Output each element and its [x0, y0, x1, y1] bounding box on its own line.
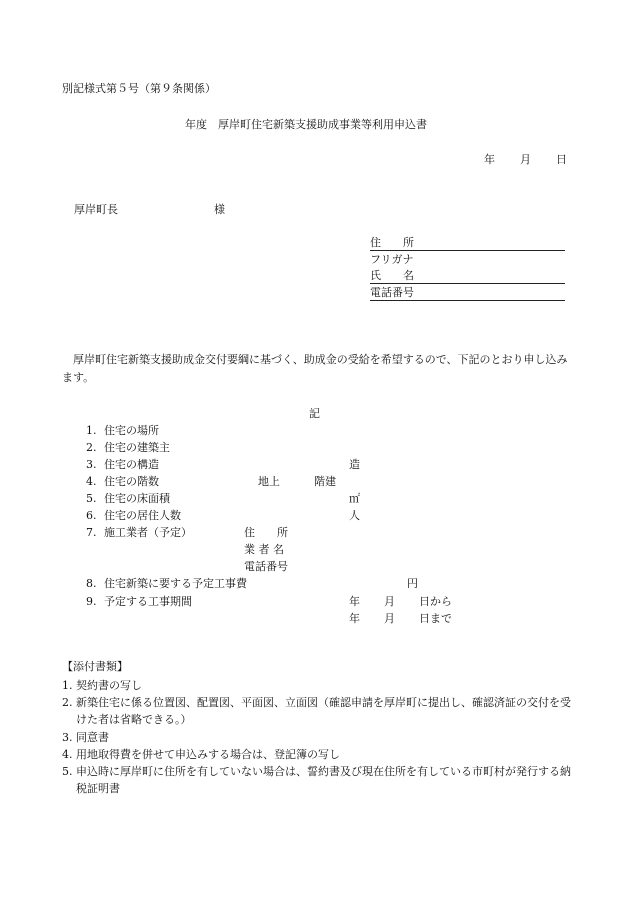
date-year: 年 [484, 153, 495, 166]
applicant-name-label: 氏 名 [370, 269, 414, 282]
item-label: 住宅の階数 [104, 475, 159, 488]
period-from-month: 月 [384, 595, 395, 608]
applicant-address-field[interactable] [370, 235, 565, 251]
period-from-year: 年 [349, 595, 360, 608]
item-number: 1. [86, 424, 97, 437]
item-number: 2. [86, 441, 97, 454]
item-unit: 円 [407, 577, 418, 590]
attachment-number: 2. [62, 696, 73, 709]
period-to-month: 月 [384, 612, 395, 625]
item-number: 9. [86, 595, 97, 608]
item-number: 3. [86, 458, 97, 471]
form-label: 別記様式第５号（第９条関係） [62, 82, 216, 95]
ki-heading: 記 [309, 407, 320, 420]
contractor-address-label: 住 所 [244, 526, 288, 539]
attachment-item [62, 694, 572, 728]
applicant-address-label: 住 所 [370, 236, 414, 249]
attachment-number: 4. [62, 748, 73, 761]
item-number: 4. [86, 475, 97, 488]
applicant-furigana-field[interactable] [370, 252, 565, 267]
addressee-name: 厚岸町長 [74, 203, 118, 216]
applicant-phone-field[interactable] [370, 285, 565, 301]
item-unit: 造 [349, 458, 360, 471]
attachment-item [62, 763, 572, 797]
item-number: 6. [86, 509, 97, 522]
item-label: 住宅の構造 [104, 458, 159, 471]
item-label: 住宅の場所 [104, 424, 159, 437]
attachment-item [62, 729, 572, 746]
item-number: 7. [86, 526, 97, 539]
item-unit: 階建 [314, 475, 336, 488]
applicant-name-field[interactable] [370, 268, 565, 284]
applicant-furigana-label: フリガナ [370, 253, 414, 266]
item-label: 住宅新築に要する予定工事費 [104, 577, 247, 590]
attachment-text: 新築住宅に係る位置図、配置図、平面図、立面図（確認申請を厚岸町に提出し、確認済証の交付を受けた者は省略できる。） [76, 696, 571, 726]
attachment-number: 5. [62, 765, 73, 778]
attachment-text: 用地取得費を併せて申込みする場合は、登記簿の写し [76, 748, 340, 761]
item-label: 施工業者（予定） [104, 526, 192, 539]
attachment-number: 3. [62, 731, 73, 744]
date-day: 日 [556, 153, 567, 166]
attachment-number: 1. [62, 679, 73, 692]
addressee-honorific: 様 [214, 203, 225, 216]
item-mid-label: 地上 [258, 475, 280, 488]
item-label: 住宅の建築主 [104, 441, 170, 454]
date-month: 月 [520, 153, 531, 166]
period-to-day: 日まで [419, 612, 452, 625]
attachment-text: 申込時に厚岸町に住所を有していない場合は、誓約書及び現在住所を有している市町村が発行する納税証明書 [76, 765, 571, 795]
applicant-phone-label: 電話番号 [370, 286, 414, 299]
item-label: 住宅の居住人数 [104, 509, 181, 522]
period-from-day: 日から [419, 595, 452, 608]
attachment-text: 同意書 [76, 731, 109, 744]
attachment-item [62, 677, 572, 694]
item-unit: 人 [349, 509, 360, 522]
application-statement: 厚岸町住宅新築支援助成金交付要綱に基づく、助成金の受給を希望するので、下記のとおり申し込みます。 [62, 353, 568, 384]
item-number: 5. [86, 492, 97, 505]
attachment-text: 契約書の写し [76, 679, 142, 692]
period-to-year: 年 [349, 612, 360, 625]
attachment-item [62, 746, 572, 763]
item-number: 8. [86, 577, 97, 590]
contractor-name-label: 業 者 名 [244, 543, 284, 556]
contractor-phone-label: 電話番号 [244, 560, 288, 573]
attachments-heading: 【添付書類】 [62, 660, 128, 673]
item-unit: ㎡ [349, 492, 360, 505]
item-label: 住宅の床面積 [104, 492, 170, 505]
form-title: 年度 厚岸町住宅新築支援助成事業等利用申込書 [185, 118, 427, 131]
item-label: 予定する工事期間 [104, 595, 192, 608]
